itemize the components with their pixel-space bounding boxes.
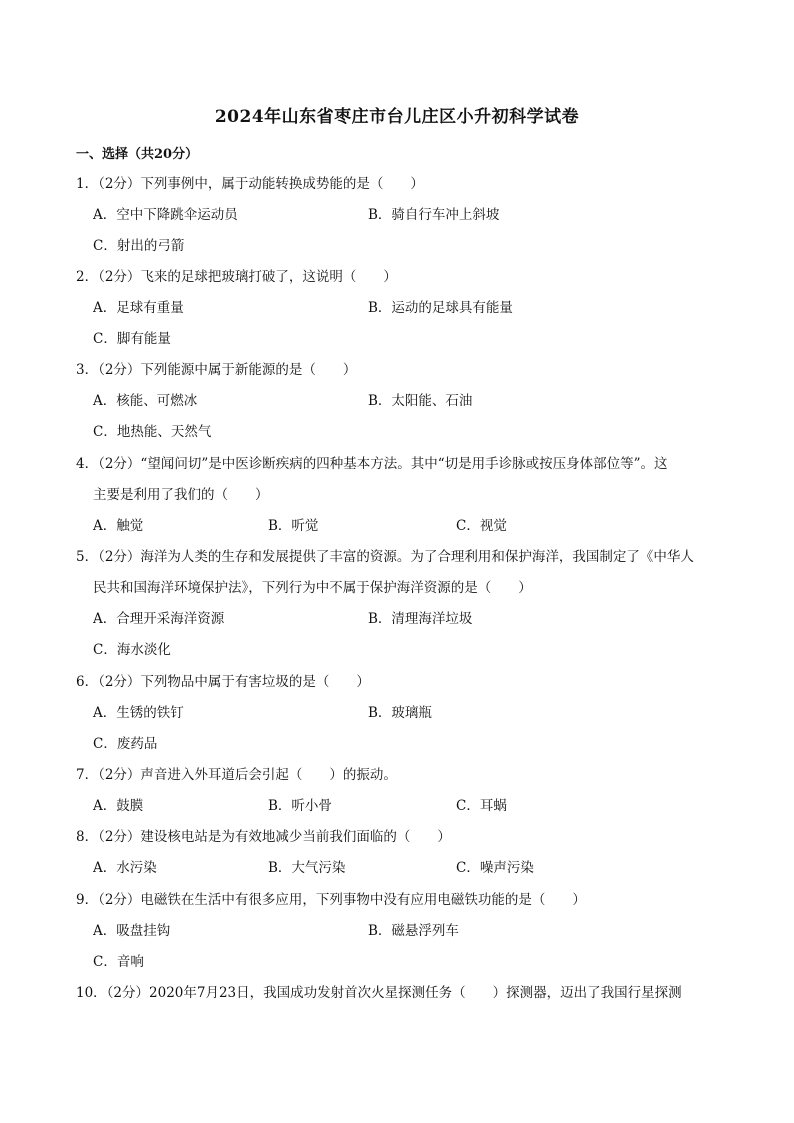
question-4-stem: 4．（2分）“望闻问切”是中医诊断疾病的四种基本方法。其中“切是用手诊脉或按压身体部位等”。这 — [76, 456, 668, 472]
question-3-option-a: A．核能、可燃冰 — [93, 393, 198, 409]
question-4-option-a: A．触觉 — [93, 518, 144, 534]
question-8-stem: 8．（2分）建设核电站是为有效地减少当前我们面临的（ ） — [76, 829, 451, 845]
question-6-stem: 6．（2分）下列物品中属于有害垃圾的是（ ） — [76, 674, 370, 690]
question-2-option-c: C．脚有能量 — [93, 331, 171, 347]
question-1-option-b: B．骑自行车冲上斜坡 — [368, 207, 500, 223]
question-5-stem-cont: 民共和国海洋环境保护法》，下列行为中不属于保护海洋资源的是（ ） — [93, 580, 532, 596]
question-3-option-b: B．太阳能、石油 — [368, 393, 473, 409]
question-8-option-b: B．大气污染 — [268, 860, 346, 876]
question-5-option-b: B．清理海洋垃圾 — [368, 611, 473, 627]
question-4-option-c: C．视觉 — [456, 518, 507, 534]
question-1-option-c: C．射出的弓箭 — [93, 238, 185, 254]
page-title: 2024年山东省枣庄市台儿庄区小升初科学试卷 — [214, 107, 580, 127]
question-9-stem: 9．（2分）电磁铁在生活中有很多应用，下列事物中没有应用电磁铁功能的是（ ） — [76, 892, 586, 908]
question-3-stem: 3．（2分）下列能源中属于新能源的是（ ） — [76, 362, 357, 378]
question-5-option-c: C．海水淡化 — [93, 642, 171, 658]
question-6-option-a: A．生锈的铁钉 — [93, 705, 184, 721]
question-7-option-b: B．听小骨 — [268, 798, 332, 814]
question-9-option-c: C．音响 — [93, 954, 144, 970]
question-2-option-b: B．运动的足球具有能量 — [368, 300, 513, 316]
question-7-option-c: C．耳蜗 — [456, 798, 507, 814]
question-10-stem: 10．（2分）2020年7月23日，我国成功发射首次火星探测任务（ ）探测器，迈出了我国行星探测 — [76, 985, 682, 1001]
question-7-option-a: A．鼓膜 — [93, 798, 144, 814]
question-5-stem: 5．（2分）海洋为人类的生存和发展提供了丰富的资源。为了合理利用和保护海洋，我国制定了《中华人 — [76, 549, 694, 565]
question-4-option-b: B．听觉 — [268, 518, 319, 534]
question-4-stem-cont: 主要是利用了我们的（ ） — [93, 487, 269, 503]
question-9-option-a: A．吸盘挂钩 — [93, 923, 171, 939]
question-8-option-c: C．噪声污染 — [456, 860, 534, 876]
question-8-option-a: A．水污染 — [93, 860, 157, 876]
question-6-option-c: C．废药品 — [93, 736, 158, 752]
question-7-stem: 7．（2分）声音进入外耳道后会引起（ ）的振动。 — [76, 767, 397, 783]
question-5-option-a: A．合理开采海洋资源 — [93, 611, 225, 627]
question-1-option-a: A．空中下降跳伞运动员 — [93, 207, 238, 223]
question-6-option-b: B．玻璃瓶 — [368, 705, 432, 721]
question-2-option-a: A．足球有重量 — [93, 300, 184, 316]
question-3-option-c: C．地热能、天然气 — [93, 424, 212, 440]
question-1-stem: 1．（2分）下列事例中，属于动能转换成势能的是（ ） — [76, 176, 424, 192]
section-heading: 一、选择（共20分） — [76, 147, 199, 162]
question-9-option-b: B．磁悬浮列车 — [368, 923, 459, 939]
question-2-stem: 2．（2分）飞来的足球把玻璃打破了，这说明（ ） — [76, 269, 397, 285]
